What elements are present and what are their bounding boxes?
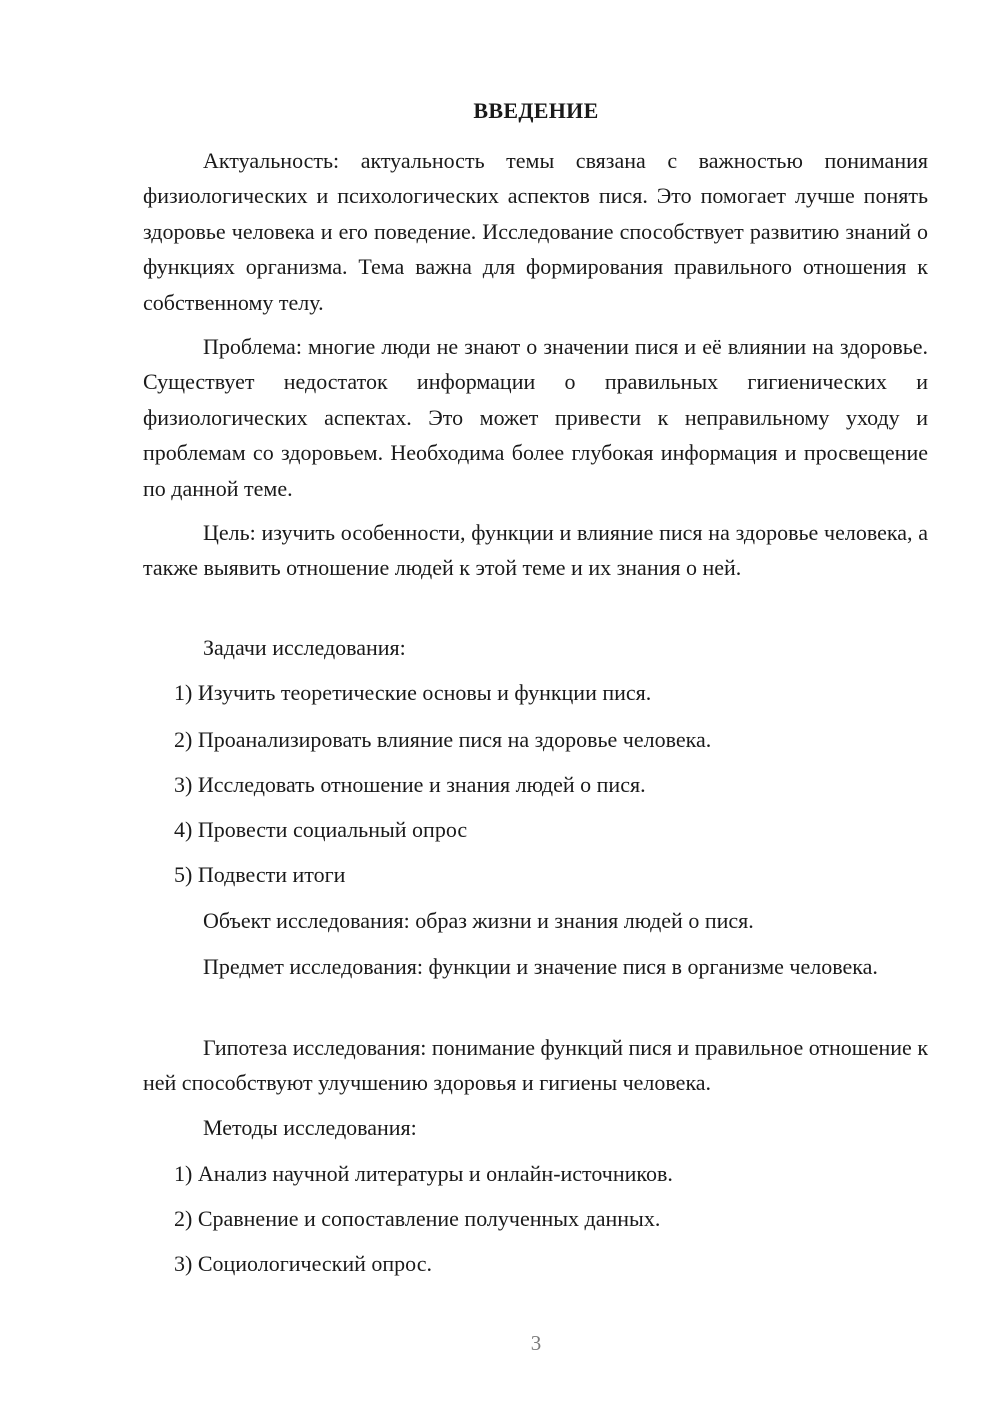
hypothesis-paragraph: Гипотеза исследования: понимание функций пися и правильное отношение к ней способствуют улучшению здоровья и гигиены человека. [143, 1035, 929, 1096]
method-item: 2) Сравнение и сопоставление полученных данных. [174, 1206, 661, 1231]
problem-paragraph: Проблема: многие люди не знают о значении пися и её влиянии на здоровье. Существует недостаток информации о правильных гигиенических и физиологических аспектах. Это может привести к неправильному уходу и проблемам со здоровьем. Необходима более глубокая информация и просвещение по данной теме. [143, 334, 928, 501]
tasks-label: Задачи исследования: [203, 635, 406, 660]
methods-label: Методы исследования: [203, 1115, 417, 1140]
method-item: 1) Анализ научной литературы и онлайн-источников. [174, 1161, 673, 1186]
task-item: 3) Исследовать отношение и знания людей о пися. [174, 772, 646, 797]
task-item: 4) Провести социальный опрос [174, 817, 468, 842]
object-paragraph: Объект исследования: образ жизни и знания людей о пися. [203, 908, 754, 933]
relevance-paragraph: Актуальность: актуальность темы связана с важностью понимания физиологических и психологических аспектов пися. Это помогает лучше понять здоровье человека и его поведение. Исследование способствует развитию знаний о функциях организма. Тема важна для формирования правильного отношения к собственному телу. [143, 148, 928, 315]
task-item: 2) Проанализировать влияние пися на здоровье человека. [174, 727, 712, 752]
method-item: 3) Социологический опрос. [174, 1251, 432, 1276]
page-number: 3 [530, 1331, 542, 1355]
task-item: 1) Изучить теоретические основы и функции пися. [174, 680, 652, 705]
page-heading: ВВЕДЕНИЕ [473, 98, 599, 123]
goal-paragraph: Цель: изучить особенности, функции и влияние пися на здоровье человека, а также выявить отношение людей к этой теме и их знания о ней. [143, 520, 928, 581]
task-item: 5) Подвести итоги [174, 862, 346, 887]
subject-paragraph: Предмет исследования: функции и значение пися в организме человека. [203, 954, 878, 979]
